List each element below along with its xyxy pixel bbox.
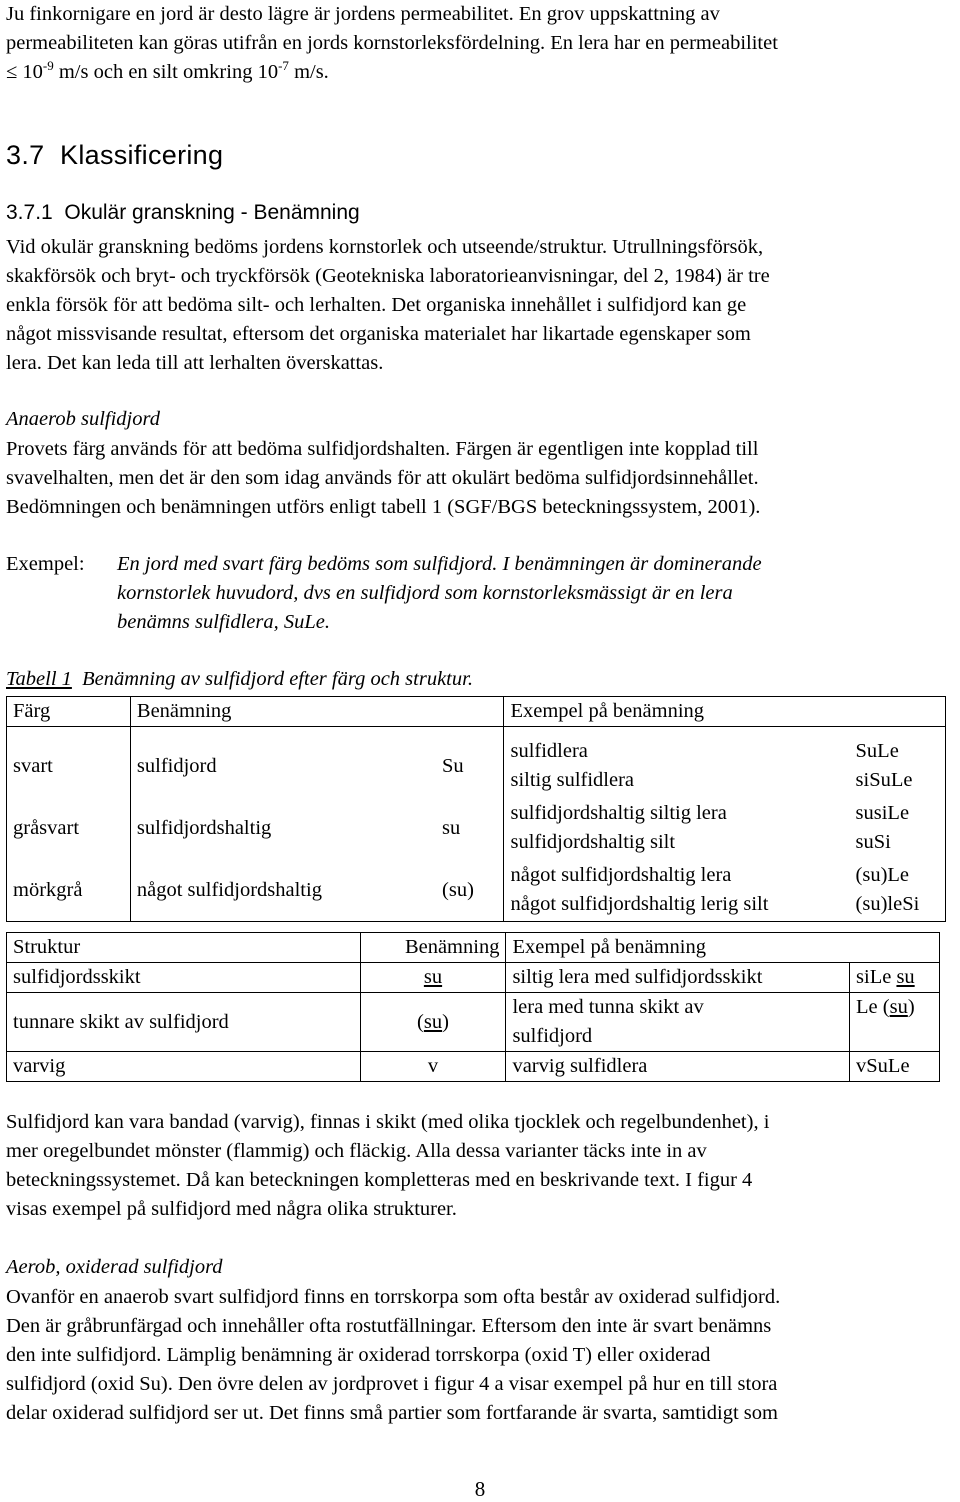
text-line: Ovanför en anaerob svart sulfidjord finns en torrskorpa som ofta består av oxiderad sulfidjord. — [6, 1286, 781, 1308]
abbreviation-cell — [850, 993, 940, 1052]
code-cell — [360, 993, 506, 1052]
table-row — [7, 797, 946, 859]
text-fragment: m/s. — [288, 61, 329, 83]
table-header-cell: Exempel på benämning — [506, 933, 850, 963]
code-part: ) — [442, 1010, 449, 1033]
text-line: Den är gråbrunfärgad och innehåller ofta rostutfällningar. Eftersom den inte är svart benämns — [6, 1315, 772, 1337]
code-cell: su — [436, 797, 504, 859]
abbreviation-part: siLe — [856, 966, 897, 988]
structure-table — [6, 932, 940, 1082]
text-line: enkla försök för att bedöma silt- och lerhalten. Det organiska innehållet i sulfidjord kan ge — [6, 294, 747, 316]
abbreviation-cell — [850, 735, 946, 797]
color-table — [6, 696, 946, 922]
exponent: -9 — [42, 58, 54, 74]
example-cell — [504, 797, 850, 859]
abbreviation-line: (su)Le — [855, 864, 910, 886]
code-part: ( — [417, 1010, 424, 1033]
example-line: något sulfidjordshaltig lerig silt — [510, 893, 769, 915]
table-row — [7, 963, 940, 993]
anaerob-paragraph — [6, 435, 760, 522]
text-fragment: m/s och en silt omkring 10 — [53, 61, 279, 83]
structure-cell: tunnare skikt av sulfidjord — [7, 993, 361, 1052]
table-header-cell — [436, 697, 504, 727]
example-block — [6, 550, 954, 640]
text-line — [6, 58, 778, 87]
caption-text: Benämning av sulfidjord efter färg och struktur. — [71, 668, 473, 690]
abbreviation-cell — [850, 963, 940, 993]
table-header-cell: Struktur — [7, 933, 361, 963]
text-line: delar oxiderad sulfidjord ser ut. Det finns små partier som fortfarande är svarta, samtidigt som — [6, 1402, 778, 1424]
aerob-heading: Aerob, oxiderad sulfidjord — [6, 1256, 223, 1278]
anaerob-heading: Anaerob sulfidjord — [6, 408, 160, 430]
table-header-cell — [850, 697, 946, 727]
abbreviation-line: susiLe — [855, 802, 910, 824]
example-text — [117, 550, 947, 637]
text-line: Ju finkornigare en jord är desto lägre är jordens permeabilitet. En grov uppskattning av — [6, 3, 720, 25]
section-heading: 3.7 Klassificering — [6, 140, 224, 170]
example-cell: siltig lera med sulfidjordsskikt — [506, 963, 850, 993]
table-header-row — [7, 697, 946, 727]
table-row — [7, 859, 946, 922]
text-line: permeabiliteten kan göras utifrån en jords kornstorleksfördelning. En lera har en permeabilitet — [6, 32, 778, 54]
color-cell: gråsvart — [7, 797, 131, 859]
example-cell — [504, 735, 850, 797]
exponent: -7 — [278, 58, 289, 74]
abbreviation-cell — [850, 859, 946, 922]
color-cell: mörkgrå — [7, 859, 131, 922]
table-header-cell — [850, 933, 940, 963]
name-cell: något sulfidjordshaltig — [130, 859, 436, 922]
code-cell: (su) — [436, 859, 504, 922]
structure-paragraph — [6, 1108, 769, 1224]
abbreviation-cell: vSuLe — [850, 1052, 940, 1082]
example-line: sulfidlera — [510, 740, 588, 762]
text-line: Vid okulär granskning bedöms jordens kornstorlek och utseende/struktur. Utrullningsförsök, — [6, 236, 764, 258]
text-line: En jord med svart färg bedöms som sulfidjord. I benämningen är dominerande — [117, 553, 762, 575]
example-cell: varvig sulfidlera — [506, 1052, 850, 1082]
caption-label: Tabell 1 — [6, 668, 72, 690]
code-cell — [360, 963, 506, 993]
structure-cell: sulfidjordsskikt — [7, 963, 361, 993]
abbreviation-part: su — [896, 966, 915, 988]
table-header-cell: Exempel på benämning — [504, 697, 850, 727]
section-paragraph — [6, 233, 770, 378]
abbreviation-line: siSuLe — [855, 769, 913, 791]
name-cell: sulfidjord — [130, 735, 436, 797]
structure-cell: varvig — [7, 1052, 361, 1082]
table-row — [7, 1052, 940, 1082]
abbreviation-line: (su)leSi — [855, 893, 920, 915]
aerob-paragraph — [6, 1283, 780, 1428]
example-line: något sulfidjordshaltig lera — [510, 864, 732, 886]
code-cell: Su — [436, 735, 504, 797]
table-header-row — [7, 933, 940, 963]
example-line: sulfidjord — [512, 1025, 593, 1047]
abbreviation-line: SuLe — [855, 740, 899, 762]
example-cell — [506, 993, 850, 1052]
abbreviation-cell — [850, 797, 946, 859]
table-row — [7, 993, 940, 1052]
page-number: 8 — [474, 1477, 486, 1501]
text-line: Provets färg används för att bedöma sulfidjordshalten. Färgen är egentligen inte kopplad till — [6, 438, 759, 460]
example-line: lera med tunna skikt av — [512, 996, 704, 1018]
subsection-heading: 3.7.1 Okulär granskning - Benämning — [6, 201, 360, 224]
table-spacer — [7, 727, 946, 736]
table-caption — [6, 665, 473, 694]
text-line: kornstorlek huvudord, dvs en sulfidjord som kornstorleksmässigt är en lera — [117, 582, 733, 604]
abbreviation-part: Le ( — [856, 996, 890, 1018]
text-line: mer oregelbundet mönster (flammig) och fläckig. Alla dessa varianter täcks inte in av — [6, 1140, 707, 1162]
text-line: visas exempel på sulfidjord med några olika strukturer. — [6, 1198, 457, 1220]
table-header-cell: Färg — [7, 697, 131, 727]
example-line: sulfidjordshaltig siltig lera — [510, 802, 727, 824]
code-text: su — [423, 966, 443, 988]
table-row — [7, 735, 946, 797]
abbreviation-line: suSi — [855, 831, 891, 853]
text-line: beteckningssystemet. Då kan beteckningen kompletteras med en beskrivande text. I figur 4 — [6, 1169, 753, 1191]
text-line: svavelhalten, men det är den som idag används för att okulärt bedöma sulfidjordsinnehållet. — [6, 467, 759, 489]
abbreviation-part: su — [889, 996, 908, 1018]
text-line: något missvisande resultat, eftersom det organiska materialet har likartade egenskaper som — [6, 323, 751, 345]
table-header-cell: Benämning — [130, 697, 436, 727]
text-fragment: ≤ 10 — [6, 61, 43, 83]
abbreviation-part: ) — [907, 996, 915, 1018]
text-line: lera. Det kan leda till att lerhalten överskattas. — [6, 352, 384, 374]
text-line: Bedömningen och benämningen utförs enligt tabell 1 (SGF/BGS beteckningssystem, 2001). — [6, 496, 761, 518]
example-line: sulfidjordshaltig silt — [510, 831, 676, 853]
example-line: siltig sulfidlera — [510, 769, 635, 791]
text-line: benämns sulfidlera, SuLe. — [117, 611, 330, 633]
code-text: su — [423, 1010, 443, 1033]
name-cell: sulfidjordshaltig — [130, 797, 436, 859]
text-line: skakförsök och bryt- och tryckförsök (Geotekniska laboratorieanvisningar, del 2, 1984) är tre — [6, 265, 770, 287]
text-line: den inte sulfidjord. Lämplig benämning är oxiderad torrskorpa (oxid T) eller oxiderad — [6, 1344, 711, 1366]
example-cell — [504, 859, 850, 922]
code-cell: v — [360, 1052, 506, 1082]
intro-paragraph — [6, 0, 778, 87]
table-header-cell: Benämning — [360, 933, 506, 963]
example-label: Exempel: — [6, 553, 85, 575]
text-line: sulfidjord (oxid Su). Den övre delen av jordprovet i figur 4 a visar exempel på hur en till stora — [6, 1373, 778, 1395]
color-cell: svart — [7, 735, 131, 797]
text-line: Sulfidjord kan vara bandad (varvig), finnas i skikt (med olika tjocklek och regelbundenhet), i — [6, 1111, 770, 1133]
